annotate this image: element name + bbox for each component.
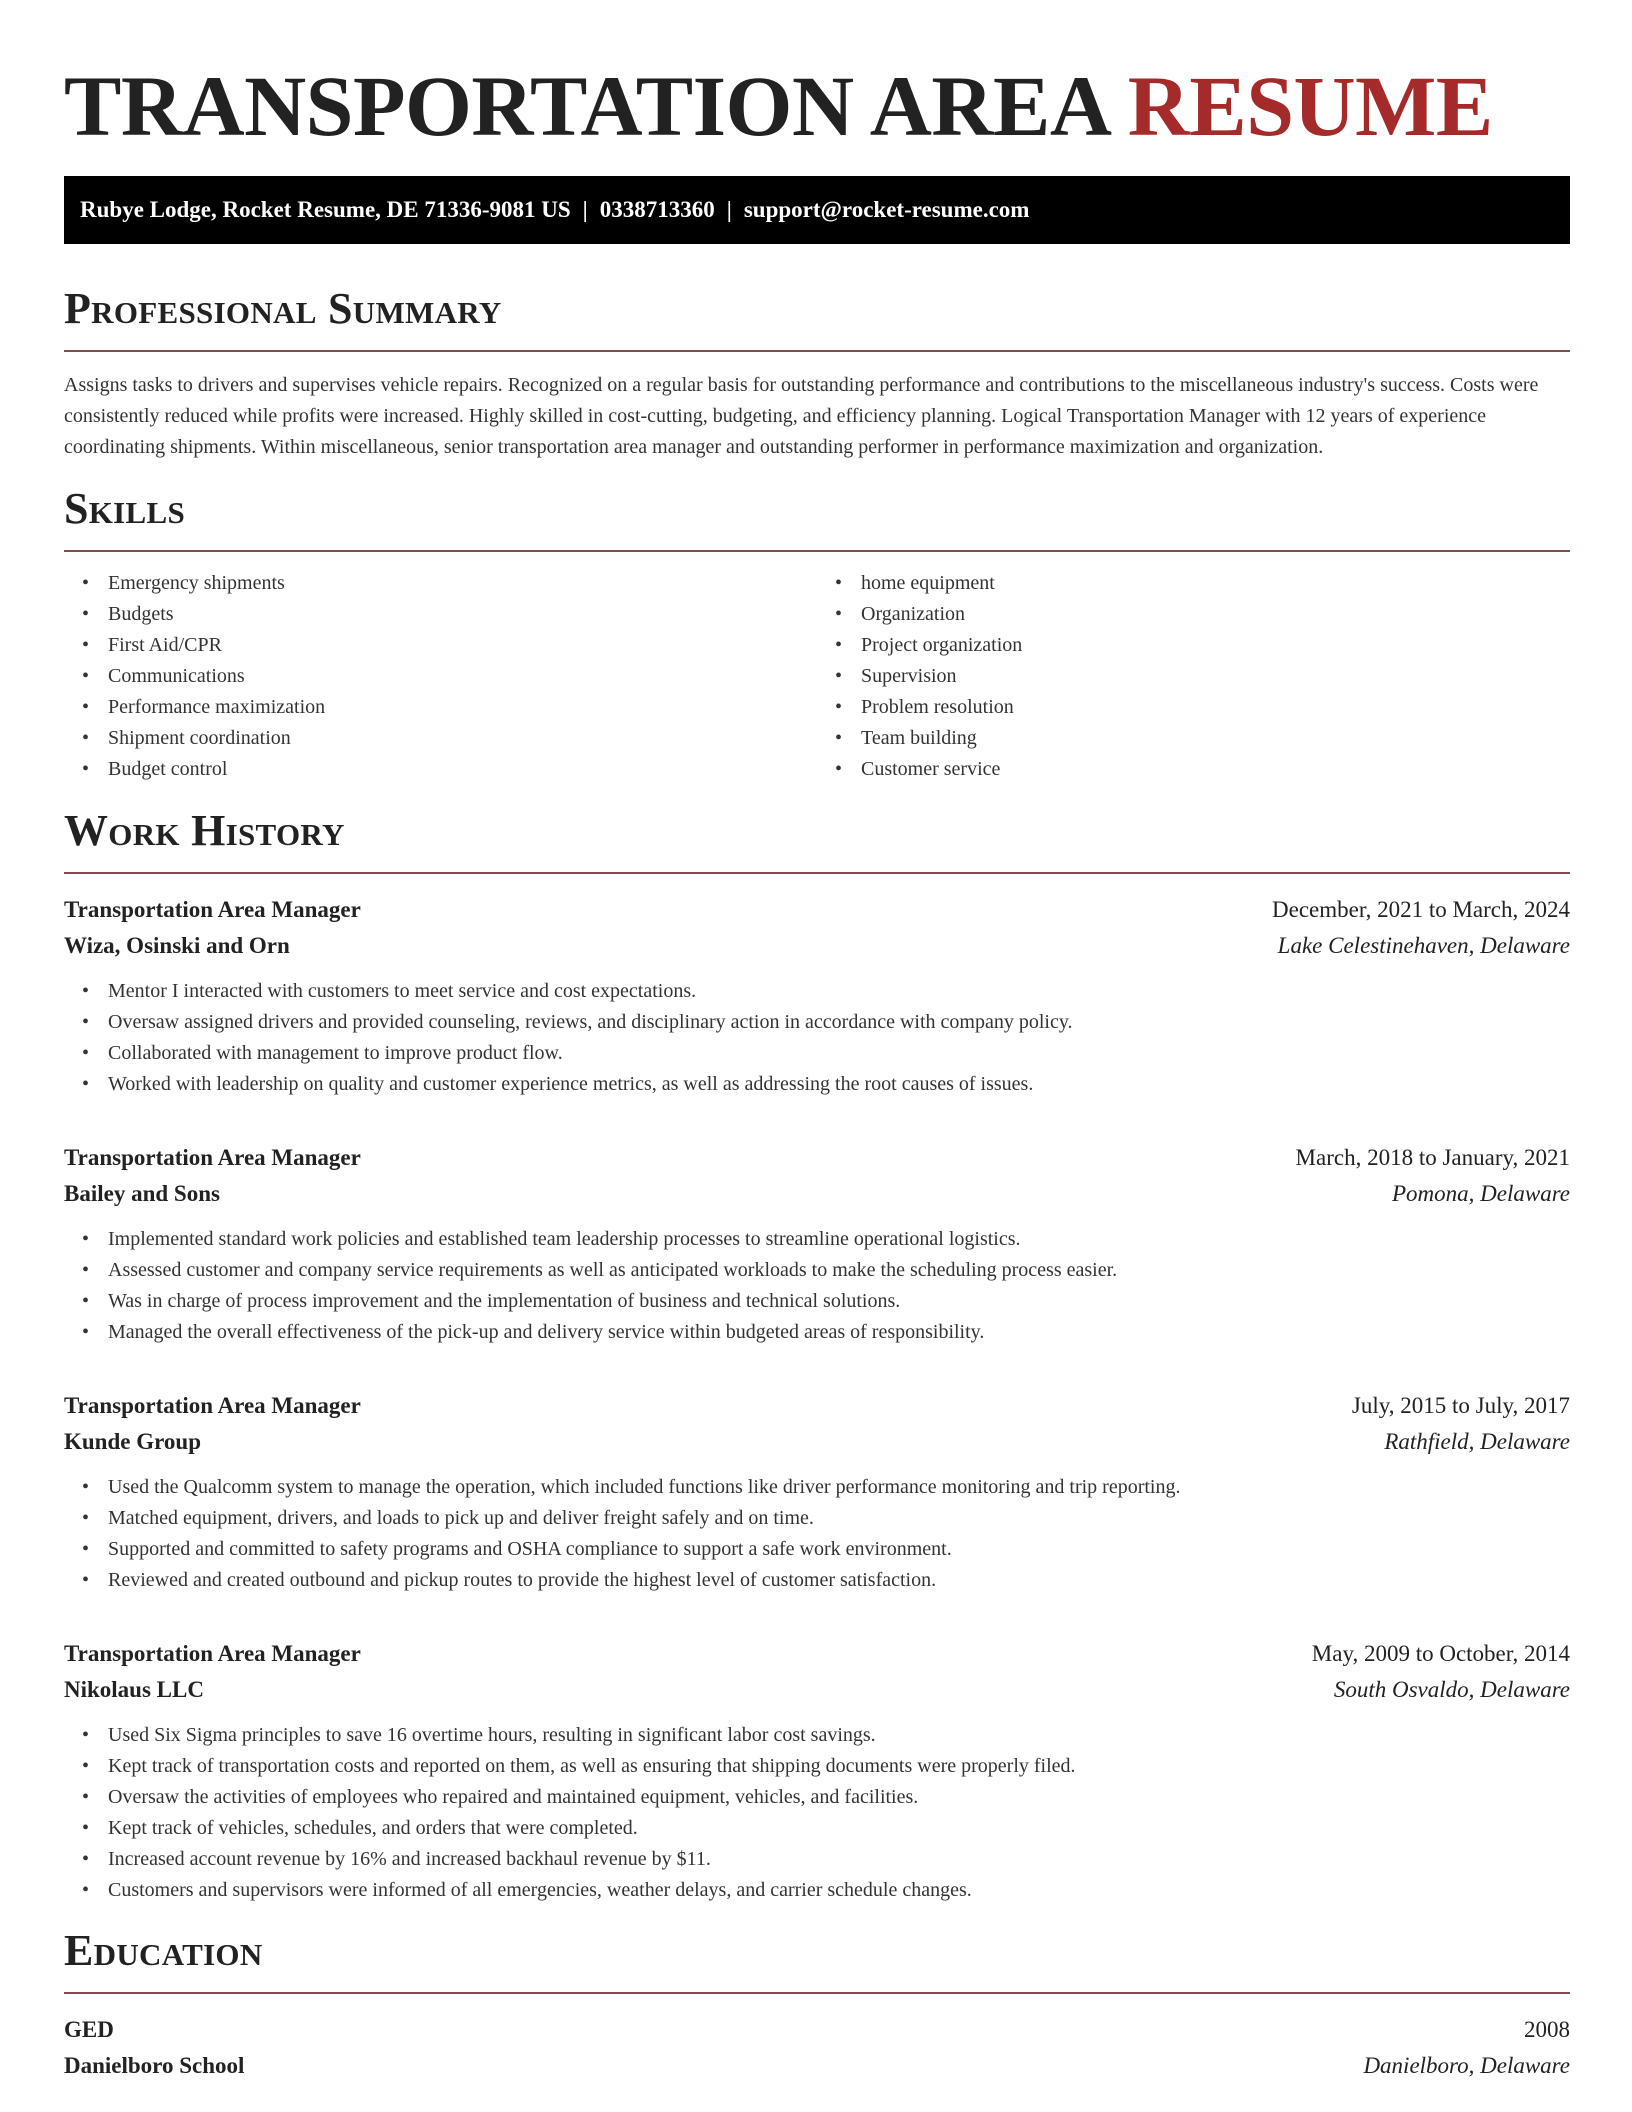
job-title: Transportation Area Manager bbox=[64, 1145, 361, 1170]
job-bullet: • Reviewed and created outbound and pickup routes to provide the highest level of customer satisfaction. bbox=[108, 1565, 1570, 1596]
job-bullet: • Oversaw assigned drivers and provided counseling, reviews, and disciplinary action in accordance with company policy. bbox=[108, 1007, 1570, 1038]
education-heading: Education bbox=[64, 1924, 1570, 1994]
skill-item: • home equipment bbox=[861, 568, 1570, 599]
job-bullet: • Assessed customer and company service requirements as well as anticipated workloads to make the scheduling process easier. bbox=[108, 1255, 1570, 1286]
job-title: Transportation Area Manager bbox=[64, 1393, 361, 1418]
job-bullet: • Matched equipment, drivers, and loads to pick up and deliver freight safely and on time. bbox=[108, 1503, 1570, 1534]
job-bullet: • Mentor I interacted with customers to meet service and cost expectations. bbox=[108, 976, 1570, 1007]
job-location: Pomona, Delaware bbox=[1391, 1181, 1570, 1206]
job-company: Wiza, Osinski and Orn bbox=[64, 933, 290, 958]
job-bullet: • Kept track of vehicles, schedules, and orders that were completed. bbox=[108, 1813, 1570, 1844]
job-entry bbox=[64, 1140, 1570, 1348]
job-entry bbox=[64, 1636, 1570, 1906]
education-location: Danielboro, Delaware bbox=[1363, 2053, 1570, 2078]
job-bullet: • Increased account revenue by 16% and increased backhaul revenue by $11. bbox=[108, 1844, 1570, 1875]
skills-list-right bbox=[817, 568, 1570, 785]
education-school: Danielboro School bbox=[64, 2053, 245, 2078]
skill-item: • Project organization bbox=[861, 630, 1570, 661]
job-bullet: • Used Six Sigma principles to save 16 overtime hours, resulting in significant labor cost savings. bbox=[108, 1720, 1570, 1751]
job-bullet: • Managed the overall effectiveness of the pick-up and delivery service within budgeted areas of responsibility. bbox=[108, 1317, 1570, 1348]
title-accent: RESUME bbox=[1127, 58, 1493, 154]
skill-item: • Supervision bbox=[861, 661, 1570, 692]
job-bullets bbox=[64, 1720, 1570, 1906]
contact-email: support@rocket-resume.com bbox=[743, 197, 1030, 222]
job-bullet: • Kept track of transportation costs and reported on them, as well as ensuring that shipping documents were properly filed. bbox=[108, 1751, 1570, 1782]
job-location: South Osvaldo, Delaware bbox=[1333, 1677, 1570, 1702]
job-title: Transportation Area Manager bbox=[64, 897, 361, 922]
job-company: Nikolaus LLC bbox=[64, 1677, 204, 1702]
job-bullet: • Worked with leadership on quality and customer experience metrics, as well as addressing the root causes of issues. bbox=[108, 1069, 1570, 1100]
job-dates: December, 2021 to March, 2024 bbox=[1272, 897, 1570, 922]
contact-phone: 0338713360 bbox=[599, 197, 715, 222]
skills-heading: Skills bbox=[64, 482, 1570, 552]
skill-item: • Budget control bbox=[108, 754, 817, 785]
contact-bar bbox=[64, 176, 1570, 244]
skills-list-left bbox=[64, 568, 817, 785]
skills-columns bbox=[64, 568, 1570, 785]
skill-item: • Budgets bbox=[108, 599, 817, 630]
job-dates: July, 2015 to July, 2017 bbox=[1351, 1393, 1570, 1418]
skill-item: • Team building bbox=[861, 723, 1570, 754]
job-bullet: • Supported and committed to safety programs and OSHA compliance to support a safe work environment. bbox=[108, 1534, 1570, 1565]
skill-item: • Customer service bbox=[861, 754, 1570, 785]
job-location: Rathfield, Delaware bbox=[1384, 1429, 1570, 1454]
job-bullets bbox=[64, 976, 1570, 1100]
job-bullet: • Implemented standard work policies and established team leadership processes to streamline operational logistics. bbox=[108, 1224, 1570, 1255]
job-dates: March, 2018 to January, 2021 bbox=[1295, 1145, 1570, 1170]
skill-item: • Emergency shipments bbox=[108, 568, 817, 599]
education-year: 2008 bbox=[1524, 2017, 1570, 2042]
skill-item: • First Aid/CPR bbox=[108, 630, 817, 661]
job-bullets bbox=[64, 1224, 1570, 1348]
contact-separator: | bbox=[726, 197, 732, 222]
contact-separator: | bbox=[582, 197, 588, 222]
education-section bbox=[64, 1924, 1570, 2084]
job-bullet: • Collaborated with management to improve product flow. bbox=[108, 1038, 1570, 1069]
job-company: Bailey and Sons bbox=[64, 1181, 220, 1206]
resume-title bbox=[64, 56, 1493, 156]
summary-text: Assigns tasks to drivers and supervises vehicle repairs. Recognized on a regular basis for outstanding performance and contributions to the miscellaneous industry's success. Costs were consistently reduced while profits were increased. Highly skilled in cost-cutting, budgeting, and efficiency planning. Logical Transportation Manager with 12 years of experience coordinating shipments. Within miscellaneous, senior transportation area manager and outstanding performer in performance maximization and organization. bbox=[64, 374, 1539, 458]
skill-item: • Shipment coordination bbox=[108, 723, 817, 754]
job-bullets bbox=[64, 1472, 1570, 1596]
job-entry bbox=[64, 1388, 1570, 1596]
work-history-section bbox=[64, 804, 1570, 1906]
job-location: Lake Celestinehaven, Delaware bbox=[1277, 933, 1570, 958]
job-bullet: • Customers and supervisors were informed of all emergencies, weather delays, and carrier schedule changes. bbox=[108, 1875, 1570, 1906]
education-degree: GED bbox=[64, 2017, 114, 2042]
title-main: TRANSPORTATION AREA bbox=[64, 58, 1107, 154]
job-dates: May, 2009 to October, 2014 bbox=[1311, 1641, 1570, 1666]
skills-section bbox=[64, 482, 1570, 785]
job-title: Transportation Area Manager bbox=[64, 1641, 361, 1666]
contact-address: Rubye Lodge, Rocket Resume, DE 71336-9081 US bbox=[80, 197, 571, 222]
job-entry bbox=[64, 892, 1570, 1100]
skill-item: • Communications bbox=[108, 661, 817, 692]
education-entry bbox=[64, 2012, 1570, 2084]
summary-section bbox=[64, 282, 1570, 463]
work-history-heading: Work History bbox=[64, 804, 1570, 874]
job-company: Kunde Group bbox=[64, 1429, 201, 1454]
skill-item: • Organization bbox=[861, 599, 1570, 630]
skill-item: • Problem resolution bbox=[861, 692, 1570, 723]
summary-heading: Professional Summary bbox=[64, 282, 1570, 352]
skill-item: • Performance maximization bbox=[108, 692, 817, 723]
job-bullet: • Oversaw the activities of employees who repaired and maintained equipment, vehicles, and facilities. bbox=[108, 1782, 1570, 1813]
job-bullet: • Used the Qualcomm system to manage the operation, which included functions like driver performance monitoring and trip reporting. bbox=[108, 1472, 1570, 1503]
job-bullet: • Was in charge of process improvement and the implementation of business and technical solutions. bbox=[108, 1286, 1570, 1317]
